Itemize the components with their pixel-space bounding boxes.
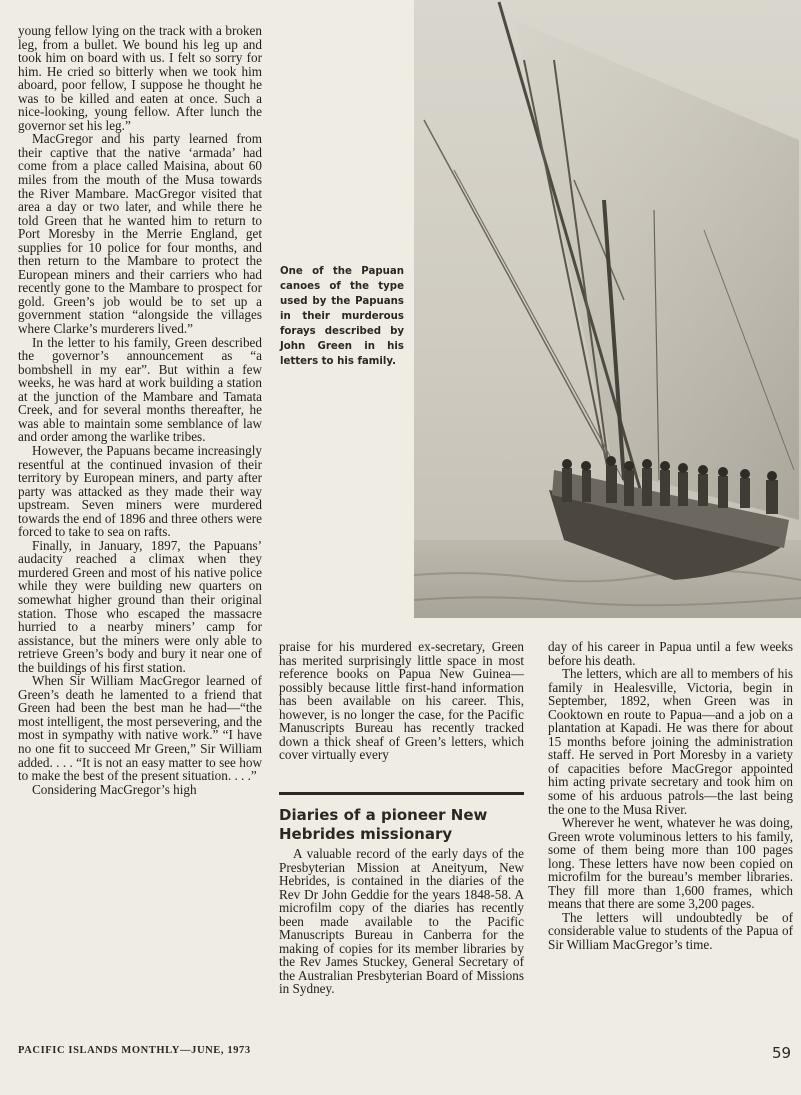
paragraph: young fellow lying on the track with a broken leg, from a bullet. We bound his leg up and took him on board with us. I felt so sorry for him. He cried so bitterly when we took him aboard, poor fellow, I suppose he thought he was to be killed and eaten at once. Such a nice-looking, young fellow. After lunch the governor set his leg.” — [18, 23, 262, 133]
paragraph: Considering MacGregor’s high — [32, 781, 197, 797]
paragraph: day of his career in Papua until a few weeks before his death. — [548, 639, 793, 668]
publication-footer: PACIFIC ISLANDS MONTHLY—JUNE, 1973 — [18, 1045, 251, 1056]
paragraph: Finally, in January, 1897, the Papuans’ audacity reached a climax when they murdered Green and most of his native police while they were building new quarters on somewhat higher ground than their original station. Those who escaped the massacre hurried to a nearby miners’ camp for assistance, but the miners were only able to retrieve Green’s body and bury it near one of the buildings of his first station. — [18, 537, 262, 675]
paragraph: The letters, which are all to members of his family in Healesville, Victoria, begin in September, 1892, when Green was in Cooktown en route to Papua—and a job on a plantation at Kapadi. He was there for about 15 months before joining the administration staff. He served in Port Moresby in a variety of capacities before MacGregor appointed him acting private secretary and took him on some of his arduous patrols—the last being the one to the Musa River. — [548, 666, 793, 817]
paragraph: MacGregor and his party learned from their captive that the native ‘armada’ had come from a place called Maisina, about 60 miles from the mouth of the Musa towards the River Mambare. MacGregor visited that area a day or two later, and while there he told Green that he wanted him to return to Port Moresby in the Merrie England, get supplies for 10 police for four months, and then return to the Mambare to protect the European miners and their carriers who had recently gone to the Mambare to prospect for gold. Green’s job would be to set up a government station “alongside the villages where Clarke’s murderers lived.” — [18, 131, 262, 337]
section-heading: Diaries of a pioneer New Hebrides missionary — [279, 806, 488, 843]
paragraph: When Sir William MacGregor learned of Green’s death he lamented to a friend that Green had been the best man he had—“the most intelligent, the most persevering, and the most in sympathy with native work.” “I have no one fit to succeed Mr Green,” Sir William added. . . . “It is not an easy matter to see how to make the best of the present situation. . . .” — [18, 673, 262, 784]
paragraph: praise for his murdered ex-secretary, Green has merited surprisingly little space in most reference books on Papua New Guinea—possibly because little first-hand information has been available on his career. This, however, is no longer the case, for the Pacific Manuscripts Bureau has recently tracked down a thick sheaf of Green’s letters, which cover virtually every — [279, 639, 524, 763]
middle-column-top — [279, 640, 524, 762]
paragraph: The letters will undoubtedly be of considerable value to students of the Papua of Sir William MacGregor’s time. — [548, 909, 793, 953]
paragraph: In the letter to his family, Green described the governor’s announcement as “a bombshell in my ear”. But within a few weeks, he was hard at work building a station at the junction of the Mambare and Tamata Creek, and for several months thereafter, he was able to maintain some semblance of law and order among the warlike tribes. — [18, 334, 262, 445]
paragraph: A valuable record of the early days of the Presbyterian Mission at Aneityum, New Hebrides, is contained in the diaries of the Rev Dr John Geddie for the years 1848-58. A microfilm copy of the diaries has recently been made available to the Pacific Manuscripts Bureau in Canberra for the making of copies for its member libraries by the Rev James Stuckey, General Secretary of the Australian Presbyterian Board of Missions in Sydney. — [279, 846, 524, 997]
middle-column-bottom — [279, 847, 524, 996]
canoe-photo — [414, 0, 801, 618]
page-number: 59 — [772, 1044, 792, 1062]
section-divider — [279, 792, 524, 795]
paragraph: However, the Papuans became increasingly resentful at the continued invasion of their territory by European miners, and party after party was attacked as they made their way upstream. Seven miners were murdered towards the end of 1896 and three others were forced to take to sea on rafts. — [18, 442, 262, 540]
canoe-illustration — [414, 0, 801, 618]
left-column — [18, 24, 262, 796]
right-column — [548, 640, 793, 952]
photo-caption: One of the Papuan canoes of the type used by the Papuans in their murderous forays described by John Green in his letters to his family. — [280, 266, 404, 367]
paragraph: Wherever he went, whatever he was doing, Green wrote voluminous letters to his family, some of them being more than 100 pages long. These letters have now been copied on microfilm for the bureau’s member libraries. They fill more than 1,600 frames, which means that there are some 3,200 pages. — [548, 815, 793, 912]
